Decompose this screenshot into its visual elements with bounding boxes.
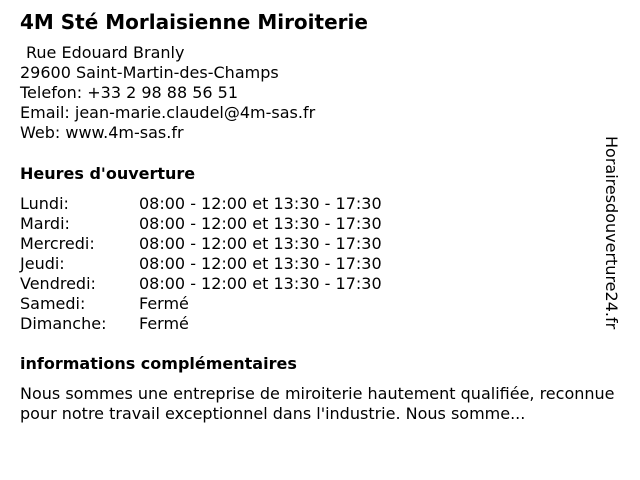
day-hours: 08:00 - 12:00 et 13:30 - 17:30 — [139, 254, 382, 273]
hours-row-friday — [20, 274, 382, 294]
day-label: Lundi: — [20, 194, 69, 213]
hours-row-thursday — [20, 254, 382, 274]
day-label: Samedi: — [20, 294, 86, 313]
day-label: Dimanche: — [20, 314, 107, 333]
business-name: 4M Sté Morlaisienne Miroiterie — [20, 10, 368, 34]
hours-row-tuesday — [20, 214, 382, 234]
hours-row-monday — [20, 194, 382, 214]
opening-hours-table — [20, 194, 382, 334]
watermark-text: Horairesdouverture24.fr — [602, 136, 621, 330]
day-label: Jeudi: — [20, 254, 65, 273]
phone-line: Telefon: +33 2 98 88 56 51 — [20, 83, 239, 102]
day-hours: 08:00 - 12:00 et 13:30 - 17:30 — [139, 194, 382, 213]
street-address: Rue Edouard Branly — [26, 43, 185, 62]
additional-info-heading: informations complémentaires — [20, 354, 297, 373]
day-hours: 08:00 - 12:00 et 13:30 - 17:30 — [139, 214, 382, 233]
city-line: 29600 Saint-Martin-des-Champs — [20, 63, 279, 82]
opening-hours-heading: Heures d'ouverture — [20, 164, 196, 183]
business-description: Nous sommes une entreprise de miroiterie hautement qualifiée, reconnue pour notre travail exceptionnel dans l'industrie. Nous somme... — [20, 384, 615, 423]
day-hours: 08:00 - 12:00 et 13:30 - 17:30 — [139, 234, 382, 253]
day-label: Mardi: — [20, 214, 70, 233]
hours-row-sunday — [20, 314, 382, 334]
web-line: Web: www.4m-sas.fr — [20, 123, 184, 142]
watermark — [600, 136, 622, 346]
email-line: Email: jean-marie.claudel@4m-sas.fr — [20, 103, 316, 122]
day-hours: Fermé — [139, 294, 189, 313]
day-hours: Fermé — [139, 314, 189, 333]
day-label: Vendredi: — [20, 274, 96, 293]
hours-row-wednesday — [20, 234, 382, 254]
address-block — [20, 43, 315, 143]
day-hours: 08:00 - 12:00 et 13:30 - 17:30 — [139, 274, 382, 293]
day-label: Mercredi: — [20, 234, 95, 253]
hours-row-saturday — [20, 294, 382, 314]
